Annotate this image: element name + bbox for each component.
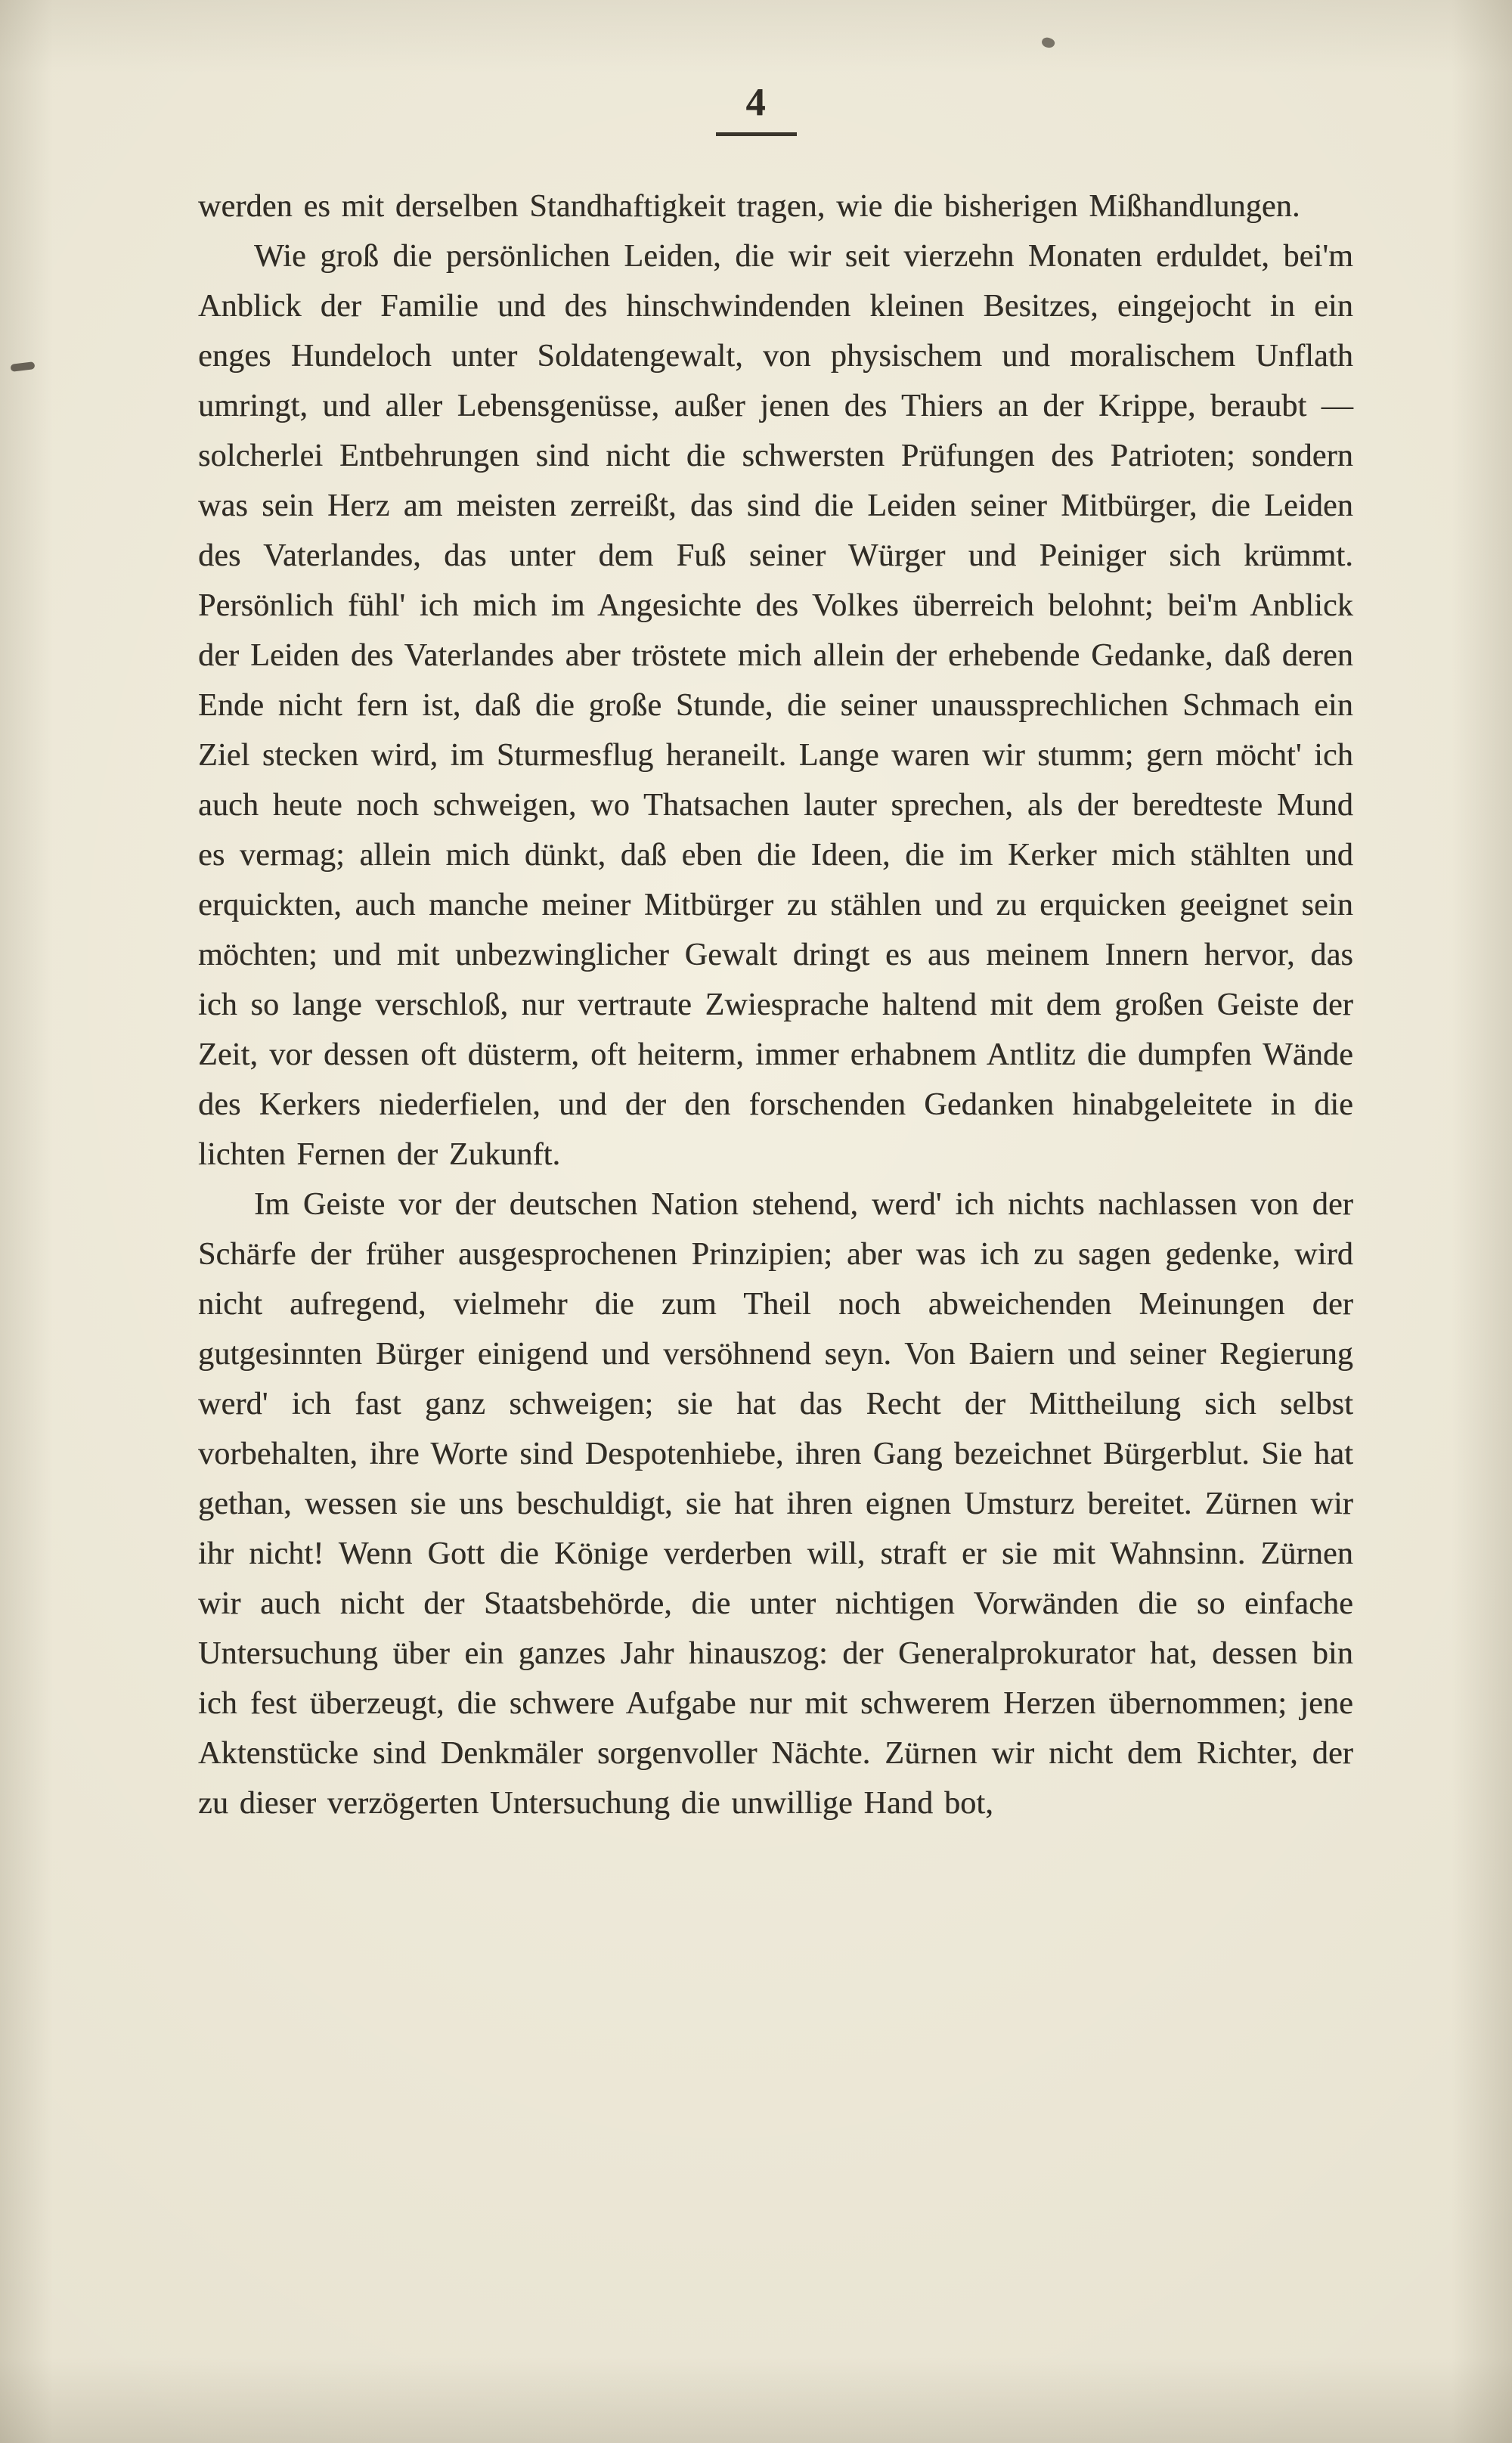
ink-speck bbox=[11, 361, 36, 372]
page-header bbox=[0, 80, 1512, 136]
paragraph: Wie groß die persönlichen Leiden, die wir seit vierzehn Monaten erduldet, bei'm Anblick der Familie und des hinschwindenden kleinen Besitzes, eingejocht in ein enges Hundeloch unter Soldatengewalt, von physischem und moralischem Unflath umringt, und aller Lebensgenüsse, außer jenen des Thiers an der Krippe, beraubt — solcherlei Entbehrungen sind nicht die schwersten Prüfungen des Patrioten; sondern was sein Herz am meisten zerreißt, das sind die Leiden seiner Mitbürger, die Leiden des Vaterlandes, das unter dem Fuß seiner Würger und Peiniger sich krümmt. Persönlich fühl' ich mich im Angesichte des Volkes überreich belohnt; bei'm Anblick der Leiden des Vaterlandes aber tröstete mich allein der erhebende Gedanke, daß deren Ende nicht fern ist, daß die große Stunde, die seiner unaussprechlichen Schmach ein Ziel stecken wird, im Sturmesflug heraneilt. Lange waren wir stumm; gern möcht' ich auch heute noch schweigen, wo Thatsachen lauter sprechen, als der beredteste Mund es vermag; allein mich dünkt, daß eben die Ideen, die im Kerker mich stählten und erquickten, auch manche meiner Mitbürger zu stählen und zu erquicken geeignet sein möchten; und mit unbezwinglicher Gewalt dringt es aus meinem Innern hervor, das ich so lange verschloß, nur vertraute Zwiesprache haltend mit dem großen Geiste der Zeit, vor dessen oft düsterm, oft heiterm, immer erhabnem Antlitz die dumpfen Wände des Kerkers niederfielen, und der den forschenden Gedanken hinabgeleitete in die lichten Fernen der Zukunft. bbox=[198, 239, 1353, 1172]
body-text bbox=[198, 181, 1353, 1828]
ink-speck bbox=[1040, 36, 1056, 49]
paragraph: Im Geiste vor der deutschen Nation stehend, werd' ich nichts nachlassen von der Schärfe der früher ausgesprochenen Prinzipien; aber was ich zu sagen gedenke, wird nicht aufregend, vielmehr die zum Theil noch abweichenden Meinungen der gutgesinnten Bürger einigend und versöhnend seyn. Von Baiern und seiner Regierung werd' ich fast ganz schweigen; sie hat das Recht der Mittheilung sich selbst vorbehalten, ihre Worte sind Despotenhiebe, ihren Gang bezeichnet Bürgerblut. Sie hat gethan, wessen sie uns beschuldigt, sie hat ihren eignen Umsturz bereitet. Zürnen wir ihr nicht! Wenn Gott die Könige verderben will, straft er sie mit Wahnsinn. Zürnen wir auch nicht der Staatsbehörde, die unter nichtigen Vorwänden die so einfache Untersuchung über ein ganzes Jahr hinauszog: der Generalprokurator hat, dessen bin ich fest überzeugt, die schwere Aufgabe nur mit schwerem Herzen übernommen; jene Aktenstücke sind Denkmäler sorgenvoller Nächte. Zürnen wir nicht dem Richter, der zu dieser verzögerten Untersuchung die unwillige Hand bot, bbox=[198, 1187, 1353, 1821]
page-number: 4 bbox=[716, 80, 797, 136]
paragraph-continuation: werden es mit derselben Standhaftigkeit tragen, wie die bisherigen Mißhandlungen. bbox=[198, 189, 1300, 224]
